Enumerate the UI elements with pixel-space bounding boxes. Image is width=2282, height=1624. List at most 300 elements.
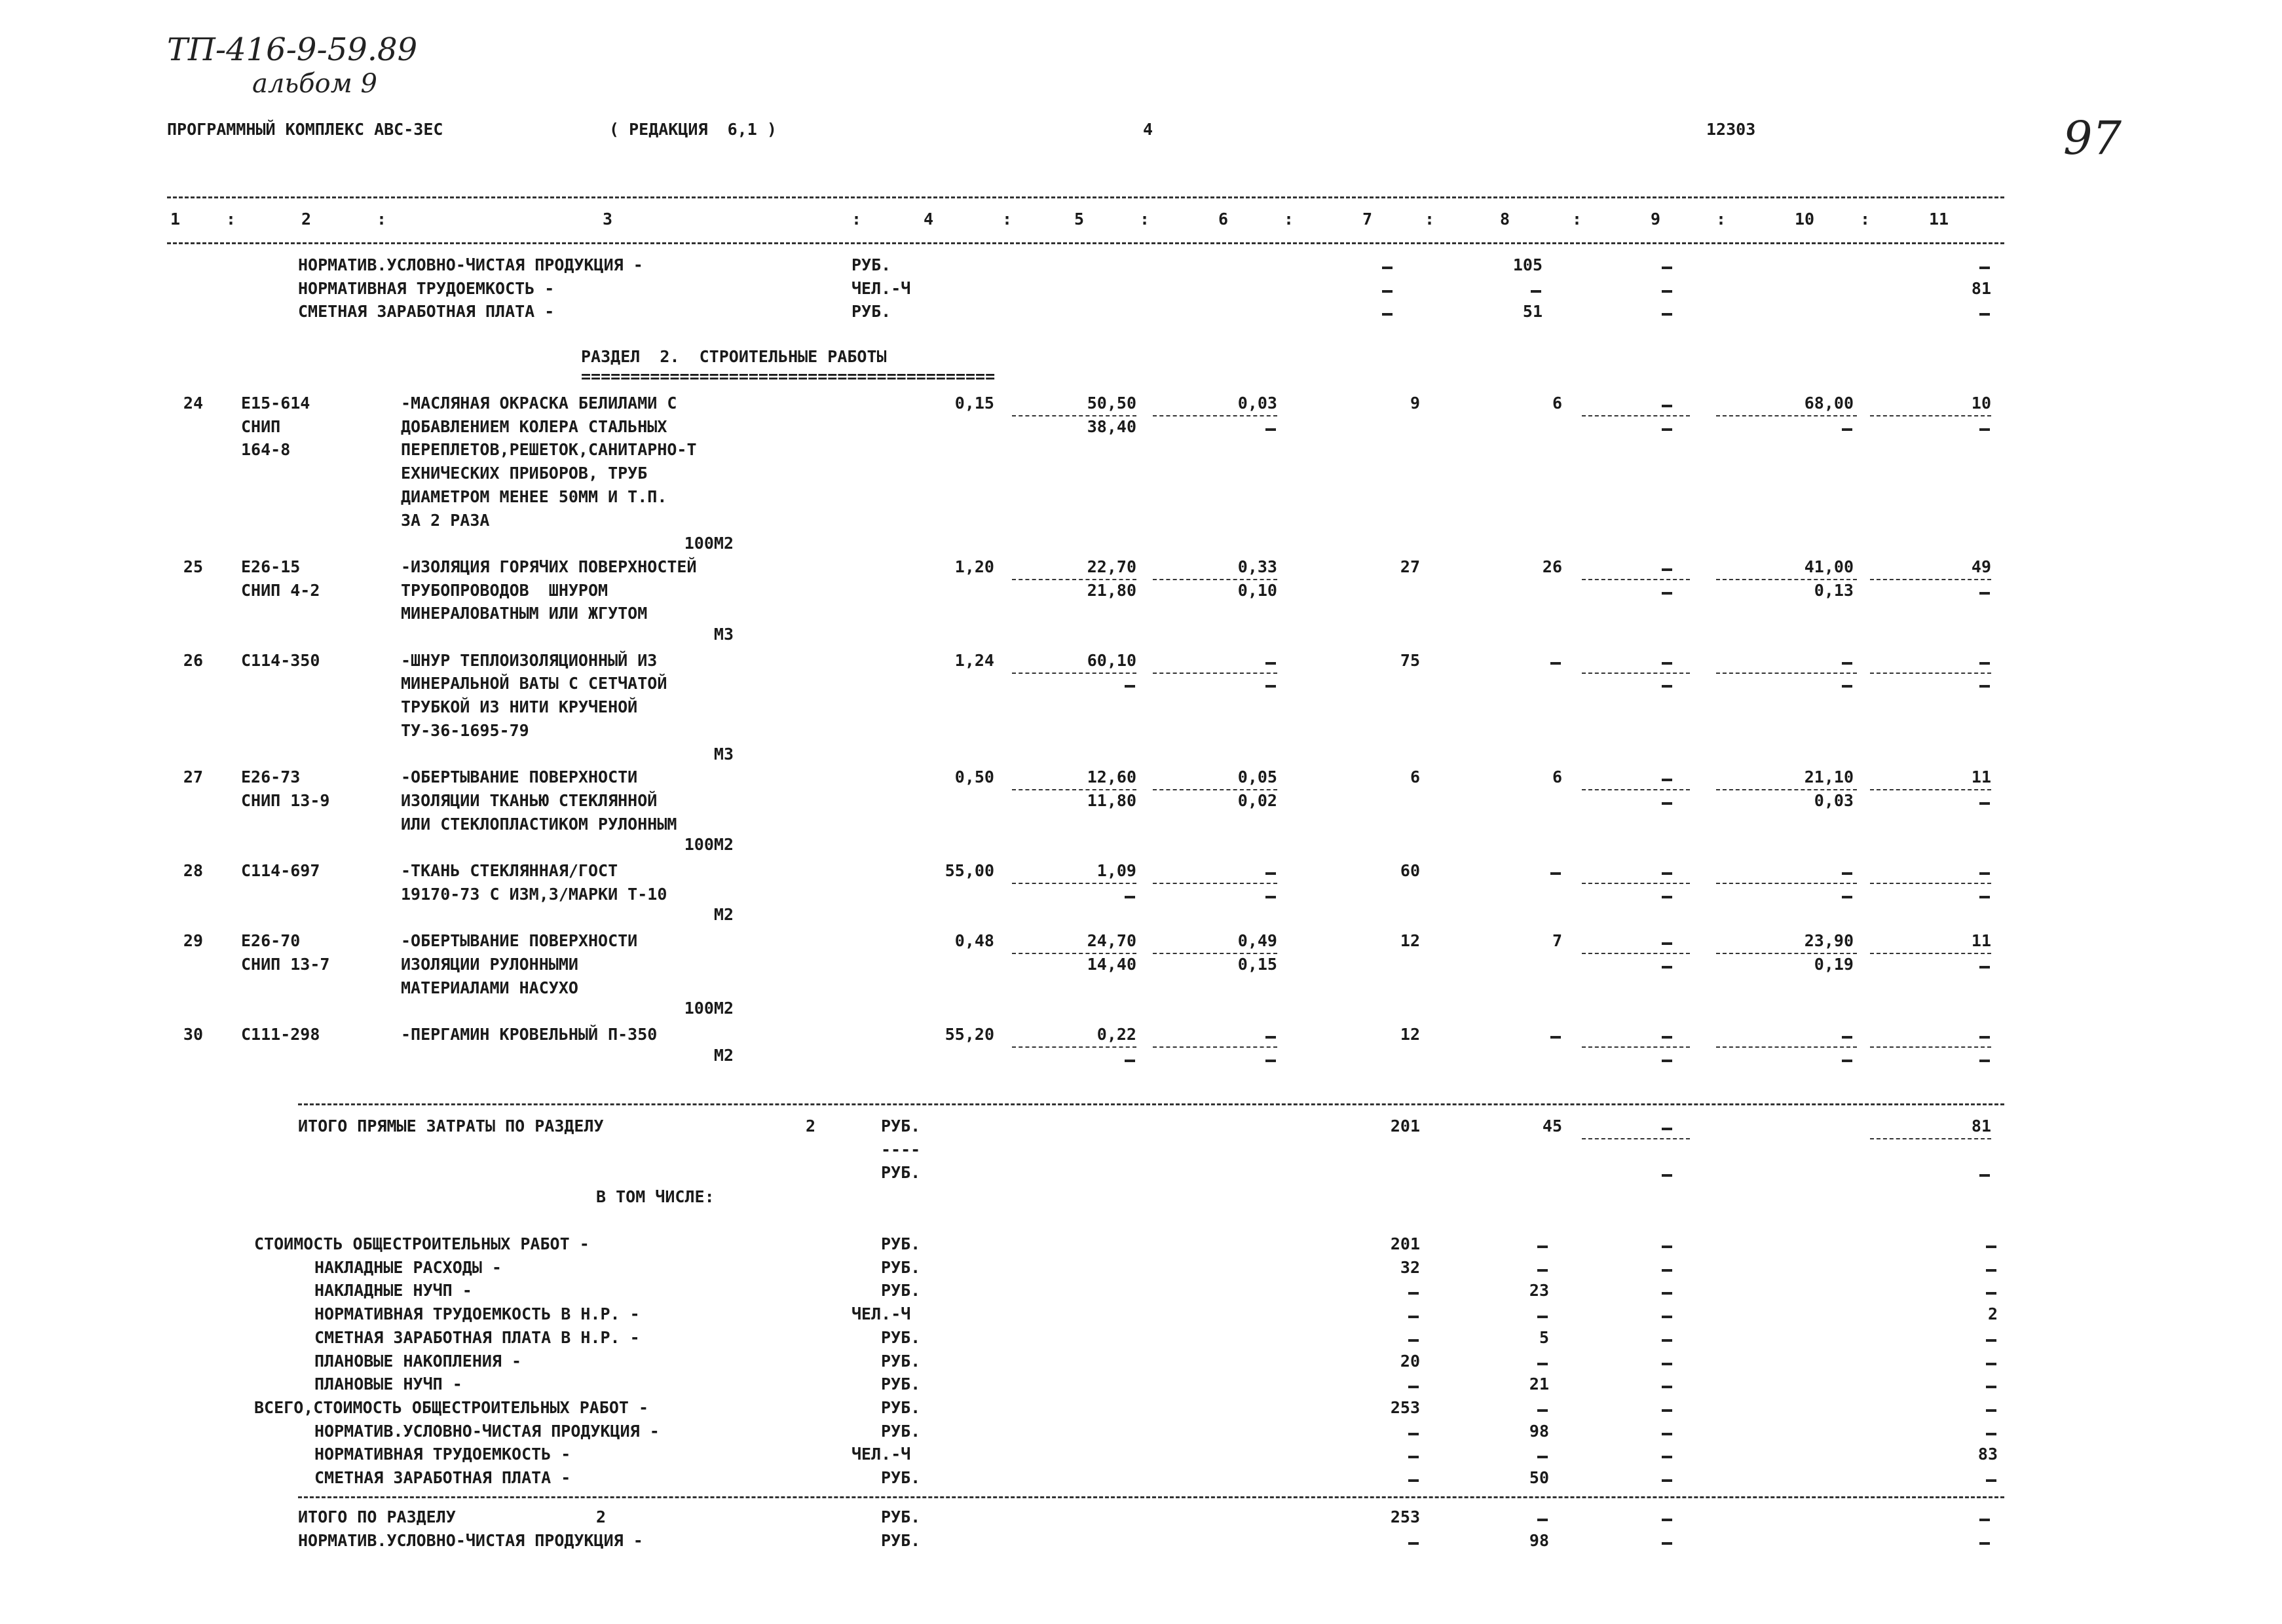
column-number: 2 [301, 210, 312, 229]
work-description: ЗА 2 РАЗА [401, 510, 490, 530]
total-labor [1979, 872, 1990, 875]
work-description: ИЗОЛЯЦИИ РУЛОННЫМИ [401, 954, 578, 974]
col8-value: 98 [1529, 1421, 1549, 1441]
col9-value [1662, 290, 1672, 293]
unit-machine-cost: 0,05 [1237, 767, 1277, 787]
column-number: 3 [603, 210, 613, 229]
quantity: 0,15 [954, 394, 994, 413]
subrule [1870, 1046, 1991, 1048]
section-underline: ========================================== [581, 367, 996, 386]
column-separator: : [1140, 210, 1150, 229]
quantity: 55,20 [945, 1024, 994, 1044]
col11-value [1979, 1519, 1990, 1521]
unit: РУБ. [881, 1507, 921, 1526]
col7-value [1408, 1316, 1419, 1318]
col9-value [1662, 1363, 1672, 1365]
col7-value: 32 [1400, 1257, 1420, 1277]
col11-value [1986, 1246, 1996, 1248]
unit-wage: 14,40 [1087, 954, 1136, 974]
work-description: -ОБЕРТЫВАНИЕ ПОВЕРХНОСТИ [401, 767, 638, 787]
unit-cost: 50,50 [1087, 394, 1136, 413]
column-number: 9 [1651, 210, 1661, 229]
total-wage: 6 [1552, 394, 1562, 413]
col8-value: 23 [1529, 1281, 1549, 1301]
rate-code: С114-350 [241, 650, 320, 670]
col11-value [1979, 1542, 1990, 1545]
column-number: 11 [1929, 210, 1949, 229]
subrule [1153, 1046, 1277, 1048]
subrule [1870, 579, 1991, 580]
col8-value [1537, 1316, 1548, 1318]
summary-label: СМЕТНАЯ ЗАРАБОТНАЯ ПЛАТА - [298, 302, 555, 322]
unit-machine-wage: 0,02 [1237, 790, 1277, 810]
column-number: 1 [170, 210, 181, 229]
col8-value [1537, 1363, 1548, 1365]
page-number-handwritten: 97 [2063, 111, 2122, 165]
unit: РУБ. [881, 1163, 921, 1183]
unit-cost: 22,70 [1087, 557, 1136, 576]
quantity: 55,00 [945, 861, 994, 880]
subrule [1870, 415, 1991, 416]
col7-value: 20 [1400, 1351, 1420, 1371]
total-cost: 27 [1400, 557, 1420, 576]
unit-cost: 0,22 [1096, 1024, 1136, 1044]
unit: РУБ. [881, 1468, 921, 1487]
col11-value [1986, 1386, 1996, 1388]
unit: РУБ. [851, 255, 891, 274]
subrule [1870, 883, 1991, 884]
total-cost: 75 [1400, 650, 1420, 670]
subrule [1582, 883, 1690, 884]
column-separator: : [1860, 210, 1871, 229]
col9-value [1662, 1174, 1672, 1177]
section-total-label: ИТОГО ПО РАЗДЕЛУ [298, 1507, 456, 1526]
subrule [1012, 673, 1136, 674]
column-separator: : [851, 210, 862, 229]
work-description: МАТЕРИАЛАМИ НАСУХО [401, 978, 578, 997]
total-wage: 26 [1542, 557, 1562, 576]
unit-machine-wage: 0,15 [1237, 954, 1277, 974]
col8-value: 98 [1529, 1530, 1549, 1550]
breakdown-label: НОРМАТИВ.УСЛОВНО-ЧИСТАЯ ПРОДУКЦИЯ - [314, 1421, 660, 1441]
subrule [1870, 953, 1991, 954]
col7-value: 253 [1390, 1397, 1420, 1417]
rate-code: Е26-70 [241, 931, 301, 951]
column-number: 8 [1500, 210, 1510, 229]
unit-of-measure: 100М2 [684, 534, 734, 553]
total-cost: 12 [1400, 931, 1420, 951]
col8-value [1537, 1246, 1548, 1248]
album-handwritten: альбом 9 [252, 69, 377, 99]
breakdown-label: НОРМАТИВНАЯ ТРУДОЕМКОСТЬ В Н.Р. - [314, 1304, 640, 1324]
unit-separator: ---- [881, 1139, 921, 1159]
col8-value: 105 [1512, 255, 1543, 274]
breakdown-label: ПЛАНОВЫЕ НУЧП - [314, 1375, 462, 1394]
labor-hours: 21,10 [1804, 767, 1854, 787]
labor-hours [1842, 1036, 1852, 1039]
item-number: 24 [183, 394, 203, 413]
unit: РУБ. [881, 1116, 921, 1135]
unit-of-measure: М3 [713, 625, 734, 644]
labor-hours [1842, 662, 1852, 665]
work-description: -ИЗОЛЯЦИЯ ГОРЯЧИХ ПОВЕРХНОСТЕЙ [401, 557, 697, 576]
col9-value [1662, 1292, 1672, 1295]
unit: ЧЕЛ.-Ч [851, 1304, 911, 1324]
unit: РУБ. [881, 1397, 921, 1417]
item-number: 26 [183, 650, 203, 670]
col11-value [1979, 267, 1990, 269]
col7-value: 201 [1390, 1234, 1420, 1253]
work-description: МИНЕРАЛОВАТНЫМ ИЛИ ЖГУТОМ [401, 604, 648, 623]
subrule [1153, 415, 1277, 416]
column-separator: : [1284, 210, 1294, 229]
subrule [1153, 883, 1277, 884]
col7-value [1408, 1456, 1419, 1458]
item-number: 28 [183, 861, 203, 880]
work-description: ДИАМЕТРОМ МЕНЕЕ 50ММ И Т.П. [401, 487, 667, 506]
labor-hours [1842, 872, 1852, 875]
col9-value [1662, 685, 1672, 688]
document-number: 12303 [1706, 120, 1756, 139]
unit: РУБ. [881, 1421, 921, 1441]
unit-cost: 1,09 [1096, 861, 1136, 880]
total-labor [1979, 1036, 1990, 1039]
column-separator: : [1572, 210, 1582, 229]
breakdown-label: СМЕТНАЯ ЗАРАБОТНАЯ ПЛАТА В Н.Р. - [314, 1327, 640, 1347]
summary-label: НОРМАТИВ.УСЛОВНО-ЧИСТАЯ ПРОДУКЦИЯ - [298, 255, 643, 274]
col8-value: 51 [1522, 302, 1543, 322]
col9-value [1662, 662, 1672, 665]
header-top-rule [167, 196, 2004, 198]
labor-hours: 68,00 [1804, 394, 1854, 413]
total-labor [1979, 662, 1990, 665]
work-description: МИНЕРАЛЬНОЙ ВАТЫ С СЕТЧАТОЙ [401, 674, 667, 693]
work-description: ИЗОЛЯЦИИ ТКАНЬЮ СТЕКЛЯННОЙ [401, 790, 658, 810]
col9-value [1662, 896, 1672, 898]
item-number: 25 [183, 557, 203, 576]
col11-value [1986, 1433, 1996, 1435]
subrule [1012, 883, 1136, 884]
subrule [1716, 673, 1857, 674]
column-separator: : [226, 210, 236, 229]
subrule [1870, 789, 1991, 790]
work-description: -ОБЕРТЫВАНИЕ ПОВЕРХНОСТИ [401, 931, 638, 951]
total-labor-machine [1979, 896, 1990, 898]
col7-value [1382, 290, 1393, 293]
total-labor-machine [1979, 592, 1990, 595]
column-number: 5 [1074, 210, 1085, 229]
rate-code: С111-298 [241, 1024, 320, 1044]
subrule [1153, 579, 1277, 580]
breakdown-label: ВСЕГО,СТОИМОСТЬ ОБЩЕСТРОИТЕЛЬНЫХ РАБОТ - [254, 1397, 649, 1417]
direct-total-wage: 45 [1542, 1116, 1562, 1135]
breakdown-label: СМЕТНАЯ ЗАРАБОТНАЯ ПЛАТА - [314, 1468, 571, 1487]
unit-machine-cost: 0,03 [1237, 394, 1277, 413]
subrule [1012, 415, 1136, 416]
total-rule [298, 1103, 2004, 1105]
col9-value [1662, 1036, 1672, 1039]
sheet-number: 4 [1143, 120, 1153, 139]
work-description: ПЕРЕПЛЕТОВ,РЕШЕТОК,САНИТАРНО-Т [401, 440, 697, 460]
col9-value [1662, 1269, 1672, 1272]
work-description: -МАСЛЯНАЯ ОКРАСКА БЕЛИЛАМИ С [401, 394, 677, 413]
header-bottom-rule [167, 242, 2004, 244]
col8-value: 5 [1539, 1327, 1549, 1347]
col8-value [1537, 1456, 1548, 1458]
column-separator: : [1716, 210, 1727, 229]
col9-value [1662, 1456, 1672, 1458]
unit-wage [1125, 685, 1135, 688]
total-labor-machine [1979, 1060, 1990, 1062]
col9-value [1662, 313, 1672, 316]
subrule [1153, 953, 1277, 954]
work-description: -ТКАНЬ СТЕКЛЯННАЯ/ГОСТ [401, 861, 618, 880]
labor-hours-machine [1842, 685, 1852, 688]
unit-machine-wage [1265, 685, 1276, 688]
item-number: 27 [183, 767, 203, 787]
rate-code: Е15-614 [241, 394, 310, 413]
quantity: 0,50 [954, 767, 994, 787]
quantity: 1,20 [954, 557, 994, 576]
subrule [1582, 789, 1690, 790]
summary-label: НОРМАТИВНАЯ ТРУДОЕМКОСТЬ - [298, 278, 555, 298]
col8-value [1537, 1519, 1548, 1521]
subrule [1870, 673, 1991, 674]
section-total-label: НОРМАТИВ.УСЛОВНО-ЧИСТАЯ ПРОДУКЦИЯ - [298, 1530, 643, 1550]
col11-value [1986, 1479, 1996, 1482]
total-labor: 11 [1971, 931, 1991, 951]
col8-value [1537, 1269, 1548, 1272]
breakdown-label: СТОИМОСТЬ ОБЩЕСТРОИТЕЛЬНЫХ РАБОТ - [254, 1234, 589, 1253]
work-description: -ШНУР ТЕПЛОИЗОЛЯЦИОННЫЙ ИЗ [401, 650, 658, 670]
unit-wage: 21,80 [1087, 580, 1136, 600]
total-wage: 6 [1552, 767, 1562, 787]
subrule [1716, 789, 1857, 790]
subrule [1716, 415, 1857, 416]
unit: РУБ. [881, 1351, 921, 1371]
unit: ЧЕЛ.-Ч [851, 278, 911, 298]
subrule [1582, 673, 1690, 674]
col9-value [1662, 428, 1672, 431]
subrule [1012, 789, 1136, 790]
col9-value [1662, 1433, 1672, 1435]
unit: РУБ. [851, 302, 891, 322]
rate-code: Е26-15 [241, 557, 301, 576]
unit: РУБ. [881, 1530, 921, 1550]
subrule [1153, 789, 1277, 790]
col9-value [1662, 1246, 1672, 1248]
col9-value [1662, 1316, 1672, 1318]
section-total-rule [298, 1496, 2004, 1498]
work-description: 19170-73 С ИЗМ,3/МАРКИ Т-10 [401, 884, 667, 904]
rate-reference: 164-8 [241, 440, 291, 460]
unit: РУБ. [881, 1375, 921, 1394]
rate-code: С114-697 [241, 861, 320, 880]
labor-hours-machine [1842, 1060, 1852, 1062]
direct-total-cost: 201 [1390, 1116, 1420, 1135]
total-cost: 60 [1400, 861, 1420, 880]
total-labor: 10 [1971, 394, 1991, 413]
rate-reference: СНИП 13-9 [241, 790, 330, 810]
labor-hours: 23,90 [1804, 931, 1854, 951]
total-labor: 49 [1971, 557, 1991, 576]
rate-reference: СНИП [241, 416, 281, 436]
unit-wage [1125, 896, 1135, 898]
subrule [1716, 953, 1857, 954]
rate-reference: СНИП 4-2 [241, 580, 320, 600]
column-separator: : [1425, 210, 1435, 229]
labor-hours-machine [1842, 428, 1852, 431]
col8-value: 50 [1529, 1468, 1549, 1487]
rate-reference: СНИП 13-7 [241, 954, 330, 974]
labor-hours-machine [1842, 896, 1852, 898]
unit-machine-cost: 0,49 [1237, 931, 1277, 951]
total-wage: 7 [1552, 931, 1562, 951]
unit-machine-cost: 0,33 [1237, 557, 1277, 576]
column-separator: : [377, 210, 387, 229]
quantity: 0,48 [954, 931, 994, 951]
rate-code: Е26-73 [241, 767, 301, 787]
total-cost: 12 [1400, 1024, 1420, 1044]
total-labor-machine [1979, 966, 1990, 969]
labor-hours-machine: 0,03 [1814, 790, 1854, 810]
unit-machine-wage [1265, 428, 1276, 431]
item-number: 29 [183, 931, 203, 951]
col11-value [1986, 1409, 1996, 1412]
subrule [1582, 415, 1690, 416]
quantity: 1,24 [954, 650, 994, 670]
breakdown-label: НАКЛАДНЫЕ РАСХОДЫ - [314, 1257, 502, 1277]
column-number: 6 [1218, 210, 1229, 229]
direct-total-label: ИТОГО ПРЯМЫЕ ЗАТРАТЫ ПО РАЗДЕЛУ [298, 1116, 604, 1135]
unit-machine-wage [1265, 1060, 1276, 1062]
subrule [1582, 1138, 1690, 1139]
unit: РУБ. [881, 1327, 921, 1347]
col11-value: 83 [1977, 1445, 1998, 1464]
column-separator: : [1002, 210, 1013, 229]
subrule [1582, 579, 1690, 580]
unit-cost: 12,60 [1087, 767, 1136, 787]
subrule [1870, 1138, 1991, 1139]
total-labor-machine [1979, 802, 1990, 805]
col9-value [1662, 1386, 1672, 1388]
col11-value [1979, 1174, 1990, 1177]
unit-wage: 38,40 [1087, 416, 1136, 436]
unit-wage [1125, 1060, 1135, 1062]
subrule [1716, 883, 1857, 884]
col9-value [1662, 1542, 1672, 1545]
col9-value [1662, 872, 1672, 875]
subrule [1582, 953, 1690, 954]
subrule [1153, 673, 1277, 674]
section-title: РАЗДЕЛ 2. СТРОИТЕЛЬНЫЕ РАБОТЫ [581, 347, 887, 366]
unit-machine-wage: 0,10 [1237, 580, 1277, 600]
section-number: 2 [596, 1507, 607, 1526]
total-labor-machine [1979, 428, 1990, 431]
col11-value: 81 [1971, 278, 1991, 298]
column-number: 7 [1362, 210, 1373, 229]
col11-value [1979, 313, 1990, 316]
col9-value [1662, 1409, 1672, 1412]
unit-machine-wage [1265, 896, 1276, 898]
col11-value: 2 [1987, 1304, 1998, 1324]
total-cost: 6 [1410, 767, 1420, 787]
work-description: -ПЕРГАМИН КРОВЕЛЬНЫЙ П-350 [401, 1024, 658, 1044]
document-code-handwritten: ТП-416-9-59.89 [167, 31, 418, 68]
item-number: 30 [183, 1024, 203, 1044]
subrule [1012, 953, 1136, 954]
unit-of-measure: М2 [713, 905, 734, 925]
unit-of-measure: 100М2 [684, 999, 734, 1018]
subrule [1716, 1046, 1857, 1048]
col9-value [1662, 1128, 1672, 1130]
column-number: 10 [1795, 210, 1815, 229]
unit-of-measure: М3 [713, 744, 734, 764]
section-number: 2 [806, 1116, 816, 1135]
total-wage [1550, 662, 1561, 665]
col11-value [1986, 1269, 1996, 1272]
total-cost: 9 [1410, 394, 1420, 413]
subrule [1716, 579, 1857, 580]
unit-cost: 24,70 [1087, 931, 1136, 951]
including-title: В ТОМ ЧИСЛЕ: [596, 1187, 715, 1206]
col11-value [1986, 1339, 1996, 1342]
unit-of-measure: 100М2 [684, 835, 734, 855]
work-description: ИЛИ СТЕКЛОПЛАСТИКОМ РУЛОННЫМ [401, 814, 677, 834]
program-header: ПРОГРАММНЫЙ КОМПЛЕКС АВС-3ЕС [167, 120, 443, 139]
col7-value: 253 [1390, 1507, 1420, 1526]
work-description: ТУ-36-1695-79 [401, 720, 529, 740]
work-description: ДОБАВЛЕНИЕМ КОЛЕРА СТАЛЬНЫХ [401, 416, 667, 436]
work-description: ТРУБКОЙ ИЗ НИТИ КРУЧЕНОЙ [401, 697, 638, 717]
total-wage [1550, 872, 1561, 875]
col9-value [1662, 1519, 1672, 1521]
subrule [1582, 1046, 1690, 1048]
unit-of-measure: М2 [713, 1045, 734, 1065]
breakdown-label: НАКЛАДНЫЕ НУЧП - [314, 1281, 472, 1301]
col11-value [1986, 1363, 1996, 1365]
unit: ЧЕЛ.-Ч [851, 1445, 911, 1464]
work-description: ТРУБОПРОВОДОВ ШНУРОМ [401, 580, 608, 600]
column-number: 4 [924, 210, 934, 229]
col8-value: 21 [1529, 1375, 1549, 1394]
col9-value [1662, 1339, 1672, 1342]
col11-value [1986, 1292, 1996, 1295]
unit: РУБ. [881, 1281, 921, 1301]
labor-hours-machine: 0,13 [1814, 580, 1854, 600]
total-labor-machine [1979, 685, 1990, 688]
unit-cost: 60,10 [1087, 650, 1136, 670]
unit-wage: 11,80 [1087, 790, 1136, 810]
col9-value [1662, 1479, 1672, 1482]
work-description: ЕХНИЧЕСКИХ ПРИБОРОВ, ТРУБ [401, 464, 648, 483]
unit: РУБ. [881, 1234, 921, 1253]
subrule [1012, 579, 1136, 580]
unit: РУБ. [881, 1257, 921, 1277]
total-wage [1550, 1036, 1561, 1039]
edition-header: ( РЕДАКЦИЯ 6,1 ) [609, 120, 777, 139]
labor-hours: 41,00 [1804, 557, 1854, 576]
labor-hours-machine: 0,19 [1814, 954, 1854, 974]
total-labor: 11 [1971, 767, 1991, 787]
col9-value [1662, 267, 1672, 269]
col8-value [1531, 290, 1541, 293]
breakdown-label: ПЛАНОВЫЕ НАКОПЛЕНИЯ - [314, 1351, 522, 1371]
subrule [1012, 1046, 1136, 1048]
col8-value [1537, 1409, 1548, 1412]
col9-value [1662, 1060, 1672, 1062]
direct-total-labor: 81 [1971, 1116, 1991, 1135]
